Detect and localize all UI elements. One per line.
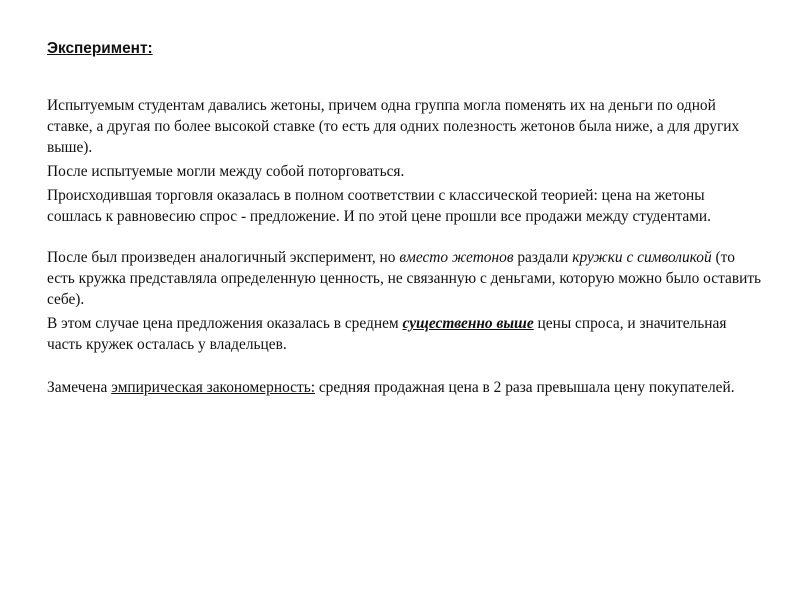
mugs-italic-mugs: кружки с символикой <box>572 249 712 266</box>
result-text-2: цены спроса, и значительная часть кружек осталась у владельцев. <box>47 315 727 353</box>
mugs-text-2: раздали <box>513 249 573 266</box>
paragraph-trading: После испытуемые могли между собой поторговаться. <box>47 163 405 180</box>
paragraph-mugs-experiment <box>47 247 762 310</box>
paragraph-equilibrium: Происходившая торговля оказалась в полном соответствии с классической теорией: цена на жетоны сошлась к равновесию спрос - предложение. И по этой цене прошли все продажи между студентами. <box>47 187 712 225</box>
paragraph-tokens-setup: Испытуемым студентам давались жетоны, причем одна группа могла поменять их на деньги по одной ставке, а другая по более высокой ставке (то есть для одних полезность жетонов была ниже, а для других выше). <box>47 97 740 156</box>
mugs-italic-tokens: вместо жетонов <box>399 249 514 266</box>
pattern-underlined: эмпирическая закономерность: <box>111 379 315 396</box>
pattern-text-1: Замечена <box>47 379 112 396</box>
result-emphasis: существенно выше <box>402 315 534 332</box>
mugs-text-3: (то есть кружка представляла определенную ценность, не связанную с деньгами, которую можно было оставить себе). <box>47 249 762 308</box>
paragraph-price-result <box>47 313 762 355</box>
mugs-text-1: После был произведен аналогичный эксперимент, но <box>47 249 400 266</box>
slide-content <box>47 38 762 401</box>
paragraph-empirical-pattern <box>47 377 762 398</box>
pattern-text-2: средняя продажная цена в 2 раза превышала цену покупателей. <box>315 379 735 396</box>
slide-title: Эксперимент: <box>47 40 153 57</box>
result-text-1: В этом случае цена предложения оказалась в среднем <box>47 315 403 332</box>
